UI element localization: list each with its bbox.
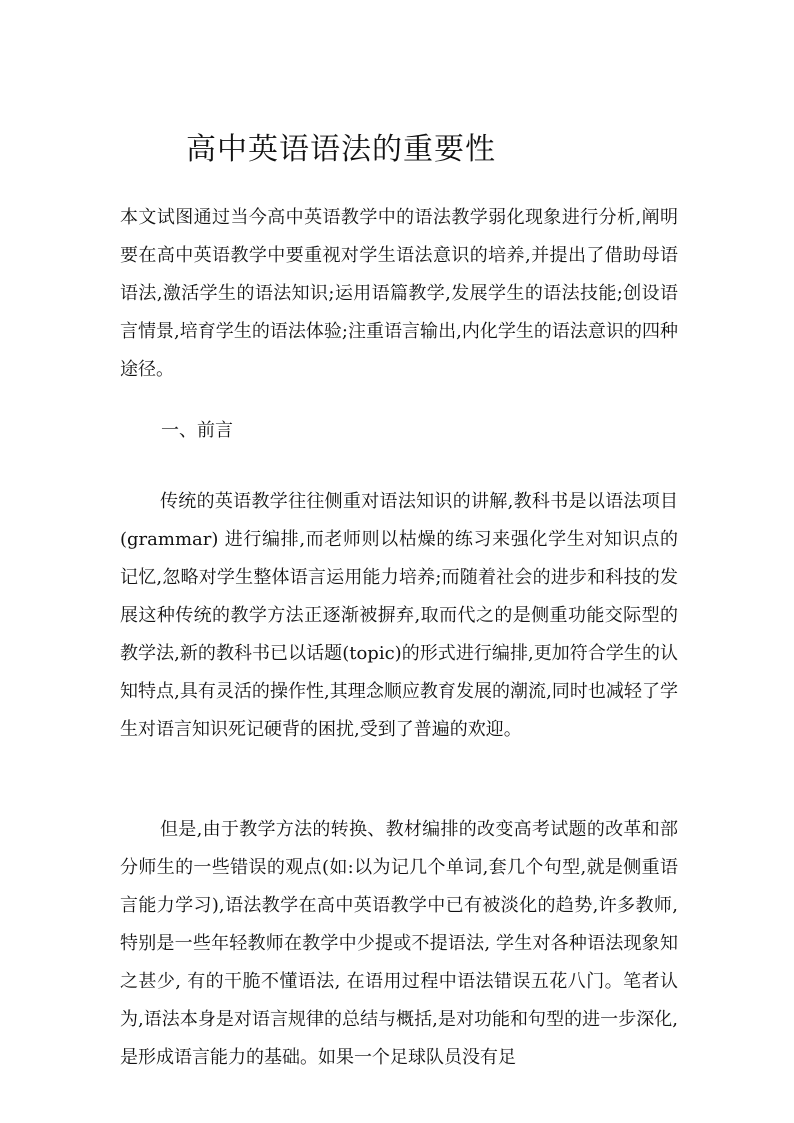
body-paragraph-2: 但是,由于教学方法的转换、教材编排的改变高考试题的改革和部分师生的一些错误的观点(如:以为记几个单词,套几个句型,就是侧重语言能力学习),语法教学在高中英语教学中已有被淡化的趋势,许多教师, 特别是一些年轻教师在教学中少提或不提语法, 学生对各种语法现象知之甚少, 有的干脆不懂语法, 在语用过程中语法错误五花八门。笔者认为,语法本身是对语言规律的总结与概括,是对功能和句型的进一步深化,是形成语言能力的基础。如果一个足球队员没有足 [120,819,678,1068]
abstract-paragraph: 本文试图通过当今高中英语教学中的语法教学弱化现象进行分析,阐明要在高中英语教学中要重视对学生语法意识的培养,并提出了借助母语语法,激活学生的语法知识;运用语篇教学,发展学生的语法技能;创设语言情景,培育学生的语法体验;注重语言输出,内化学生的语法意识的四种途径。 [120,207,678,380]
body-paragraph-1: 传统的英语教学往往侧重对语法知识的讲解,教科书是以语法项目(grammar) 进行编排,而老师则以枯燥的练习来强化学生对知识点的记忆,忽略对学生整体语言运用能力培养;而随着社会的进步和科技的发展这种传统的教学方法正逐渐被摒弃,取而代之的是侧重功能交际型的教学法,新的教科书已以话题(topic)的形式进行编排,更加符合学生的认知特点,具有灵活的操作性,其理念顺应教育发展的潮流,同时也减轻了学生对语言知识死记硬背的困扰,受到了普遍的欢迎。 [120,491,678,740]
section-heading: 一、前言 [161,420,233,441]
document-title: 高中英语语法的重要性 [186,132,496,167]
